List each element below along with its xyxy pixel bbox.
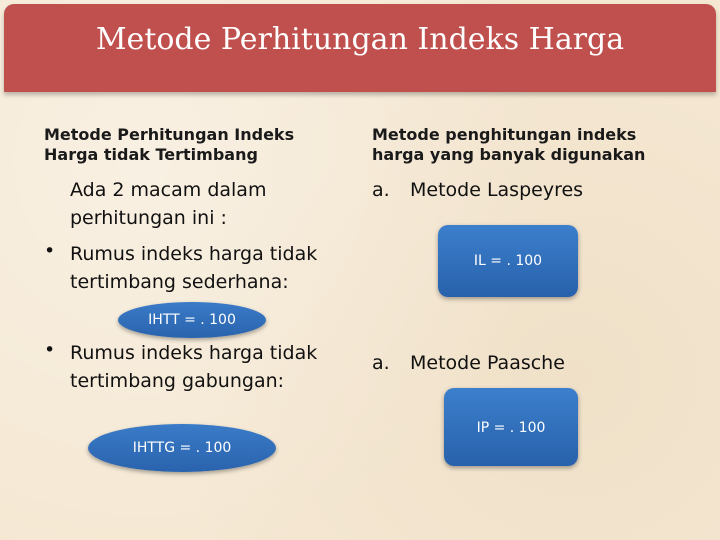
left-bullet2-line1: Rumus indeks harga tidak [70,342,318,364]
left-heading-line1: Metode Perhitungan Indeks [44,125,295,144]
right-item1-marker: a. [372,179,390,201]
left-intro-line2: perhitungan ini : [70,207,227,229]
formula-il: IL = . 100 [438,225,578,297]
right-heading-line2: harga yang banyak digunakan [372,145,646,164]
bullet-icon: • [44,240,56,262]
right-heading [372,125,645,165]
slide-title: Metode Perhitungan Indeks Harga [95,22,625,57]
right-item2-marker: a. [372,352,390,374]
left-heading-line2: Harga tidak Tertimbang [44,145,258,164]
bullet-icon: • [44,339,56,361]
left-bullet2 [70,339,317,395]
right-item1-text: Metode Laspeyres [410,179,584,201]
left-heading [44,125,294,165]
left-intro-line1: Ada 2 macam dalam [70,179,267,201]
left-intro [70,176,266,232]
left-bullet2-line2: tertimbang gabungan: [70,370,285,392]
left-bullet1 [70,240,317,296]
right-item2-text: Metode Paasche [410,352,565,374]
formula-ip: IP = . 100 [444,388,578,466]
left-bullet1-line2: tertimbang sederhana: [70,271,289,293]
formula-ihttg: IHTTG = . 100 [88,424,276,472]
right-heading-line1: Metode penghitungan indeks [372,125,637,144]
formula-ihtt: IHTT = . 100 [118,302,266,338]
left-bullet1-line1: Rumus indeks harga tidak [70,243,318,265]
